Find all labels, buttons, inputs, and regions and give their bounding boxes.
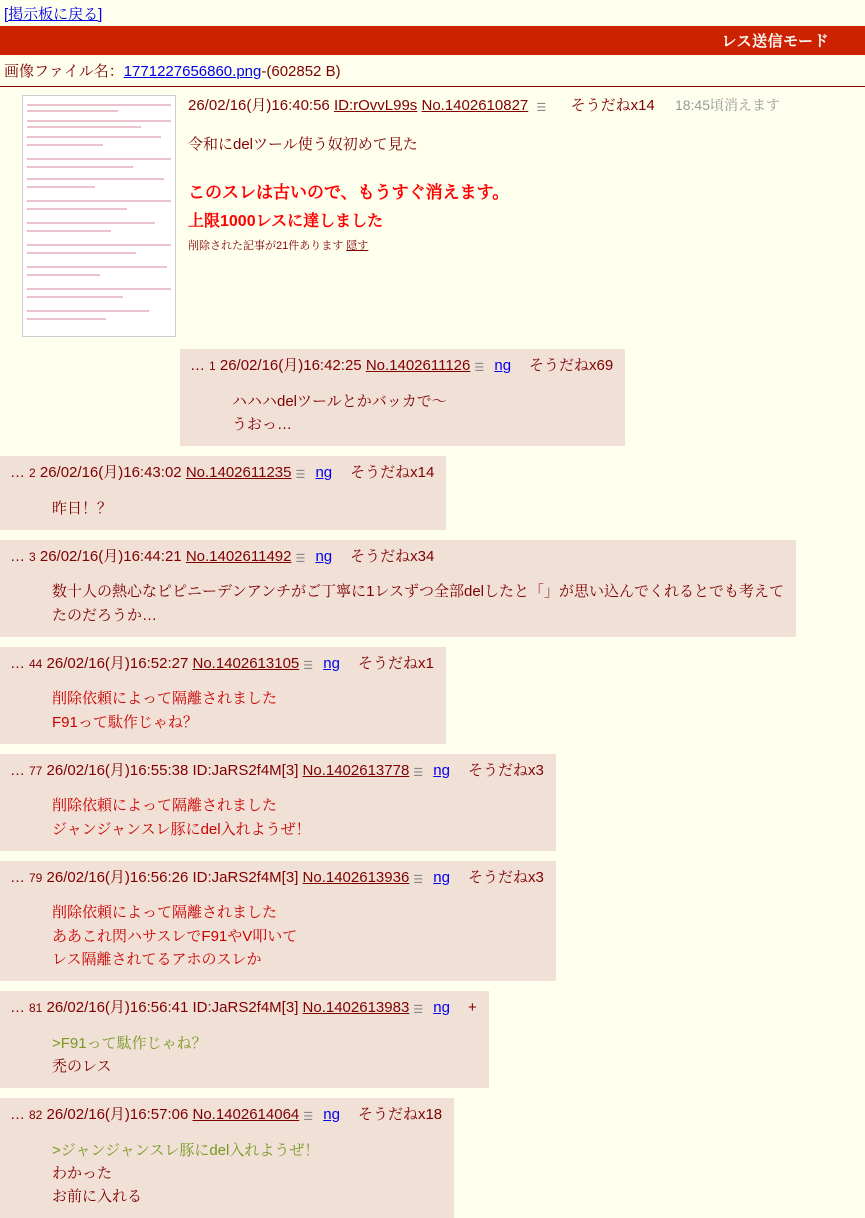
reply-ng-link[interactable]: ng [323, 1106, 340, 1123]
deleted-hide-link[interactable]: 隠す [346, 240, 369, 252]
reply-post-number[interactable]: No.1402614064 [192, 1106, 300, 1123]
reply-number-label: 79 [29, 870, 43, 885]
reply-ng-link[interactable]: ng [323, 654, 340, 672]
reply-date: 26/02/16(月)16:42:25 [219, 357, 362, 374]
reply-post [0, 446, 865, 530]
deleted-count-text: 削除された記事が21件あります [188, 240, 344, 252]
reply-box [0, 861, 556, 981]
reply-post-number[interactable]: No.1402613936 [302, 868, 410, 886]
back-to-board-link[interactable]: [掲示板に戻る] [4, 6, 103, 23]
reply-box [0, 540, 796, 637]
reply-collapse-dots[interactable]: … [190, 357, 206, 374]
hamburger-icon[interactable]: ☰ [413, 766, 424, 779]
reply-text-line: 削除依頼によって隔離されました [52, 797, 278, 815]
hamburger-icon[interactable]: ☰ [413, 1004, 424, 1016]
reply-number-label: 44 [29, 656, 43, 671]
reply-sodane-button[interactable]: そうだねx14 [350, 464, 435, 481]
reply-date: 26/02/16(月)16:56:41 [46, 999, 189, 1016]
op-header [188, 95, 865, 118]
reply-collapse-dots[interactable]: … [10, 1106, 26, 1123]
reply-sodane-button[interactable]: そうだねx69 [529, 357, 614, 374]
reply-number-label: 2 [29, 466, 36, 480]
op-text: 令和にdelツール使う奴初めて見た [188, 135, 418, 153]
reply-text-line: 削除依頼によって隔離されました [52, 904, 278, 922]
reply-id: ID:JaRS2f4M[3] [192, 761, 299, 779]
reply-date: 26/02/16(月)16:57:06 [46, 1106, 189, 1123]
reply-post [0, 981, 865, 1088]
reply-ng-link[interactable]: ng [315, 464, 333, 481]
reply-header [10, 867, 544, 890]
reply-text-line: ハハハdelツールとかバッカで～ [232, 392, 447, 410]
reply-text-line: お前に入れる [52, 1188, 143, 1205]
hamburger-icon[interactable]: ☰ [303, 1111, 314, 1123]
reply-post [0, 1088, 865, 1218]
reply-header [10, 546, 784, 569]
hamburger-icon[interactable]: ☰ [536, 102, 547, 114]
op-date: 26/02/16(月)16:40:56 [188, 97, 330, 114]
reply-text [52, 580, 784, 627]
reply-post [0, 637, 865, 744]
reply-collapse-dots[interactable]: … [10, 464, 26, 481]
reply-box [0, 991, 489, 1088]
image-file-label: 画像ファイル名： [4, 63, 124, 80]
op-id: ID:rOvvL99s [333, 97, 418, 114]
reply-text [52, 901, 544, 971]
op-number[interactable]: No.1402610827 [421, 97, 529, 114]
reply-text-line: 昨日！？ [52, 499, 113, 517]
post-mode-bar: レス送信モード [0, 26, 865, 55]
reply-ng-link[interactable]: ng [433, 761, 450, 779]
reply-text [52, 1032, 477, 1079]
op-post [0, 87, 865, 339]
reply-header [10, 760, 544, 783]
image-file-size: -(602852 B) [261, 63, 341, 80]
reply-number-label: 82 [29, 1108, 43, 1122]
reply-text-line: ジャンジャンスレ豚にdel入れようぜ！ [52, 820, 311, 838]
reply-text-line: >F91って駄作じゃね？ [52, 1034, 207, 1052]
reply-post-number[interactable]: No.1402611492 [185, 547, 292, 565]
reply-text-line: ああこれ閃ハサスレでF91やV叩いて [52, 927, 298, 945]
reply-date: 26/02/16(月)16:56:26 [46, 868, 189, 886]
image-file-line [0, 55, 865, 83]
reply-sodane-button[interactable]: + [467, 999, 477, 1016]
reply-text-line: 数十人の熱心なピピニーデンアンチがご丁寧に1レスずつ全部delしたと「」が思い込んでくれるとでも考えて [52, 583, 785, 601]
hamburger-icon[interactable]: ☰ [295, 469, 306, 481]
image-file-link[interactable]: 1771227656860.png [123, 63, 262, 80]
reply-number-label: 81 [29, 1001, 43, 1015]
reply-text-line: >ジャンジャンスレ豚にdel入れようぜ！ [52, 1141, 320, 1159]
reply-number-label: 1 [209, 359, 216, 373]
reply-sodane-button[interactable]: そうだねx3 [467, 868, 544, 886]
reply-box [180, 349, 625, 446]
reply-collapse-dots[interactable]: … [10, 761, 26, 779]
reply-text-line: 削除依頼によって隔離されました [52, 690, 278, 708]
reply-header [10, 997, 477, 1020]
op-thumbnail[interactable] [22, 95, 176, 337]
hamburger-icon[interactable]: ☰ [413, 873, 424, 886]
reply-post-number[interactable]: No.1402613778 [302, 761, 410, 779]
reply-date: 26/02/16(月)16:44:21 [39, 547, 182, 565]
op-expire-note: 18:45頃消えます [674, 97, 780, 113]
reply-text [52, 1139, 442, 1209]
reply-id: ID:JaRS2f4M[3] [192, 868, 299, 886]
reply-date: 26/02/16(月)16:55:38 [46, 761, 189, 779]
reply-post [0, 851, 865, 981]
op-sodane-button[interactable]: そうだねx14 [570, 97, 655, 114]
reply-sodane-button[interactable]: そうだねx34 [350, 547, 435, 565]
reply-sodane-button[interactable]: そうだねx18 [357, 1106, 443, 1123]
reply-text [52, 497, 434, 520]
reply-ng-link[interactable]: ng [494, 357, 512, 374]
reply-post-number[interactable]: No.1402613105 [192, 654, 300, 672]
reply-collapse-dots[interactable]: … [10, 999, 26, 1016]
reply-box [0, 1098, 454, 1218]
reply-list [0, 339, 865, 1218]
reply-sodane-button[interactable]: そうだねx1 [357, 654, 434, 672]
reply-text-line: わかった [52, 1164, 113, 1182]
reply-header [10, 653, 434, 676]
hamburger-icon[interactable]: ☰ [303, 659, 314, 672]
reply-text-line: うおっ… [232, 415, 293, 433]
thread-container [0, 87, 865, 1218]
reply-collapse-dots[interactable]: … [10, 654, 26, 672]
reply-post-number[interactable]: No.1402611235 [185, 464, 292, 481]
old-thread-warning: このスレは古いので、もうすぐ消えます。 [188, 183, 510, 202]
reply-box [0, 754, 556, 851]
reply-text-line: 禿のレス [52, 1057, 112, 1075]
reply-post-number[interactable]: No.1402611126 [365, 357, 471, 374]
reply-number-label: 77 [29, 763, 43, 778]
reply-header [10, 1104, 442, 1127]
reply-post [0, 530, 865, 637]
reply-text [52, 687, 434, 734]
reply-post [0, 744, 865, 851]
hamburger-icon[interactable]: ☰ [474, 362, 485, 374]
reply-post [0, 339, 865, 446]
limit-warning: 上限1000レスに達しました [188, 213, 384, 230]
reply-text [52, 794, 544, 841]
reply-ng-link[interactable]: ng [433, 999, 450, 1016]
reply-ng-link[interactable]: ng [315, 547, 333, 565]
reply-id: ID:JaRS2f4M[3] [192, 999, 299, 1016]
reply-header [10, 462, 434, 485]
deleted-count-note [188, 237, 865, 253]
reply-text [232, 390, 613, 437]
reply-box [0, 456, 446, 530]
reply-text-line: たのだろうか… [52, 606, 158, 624]
reply-text-line: レス隔離されてるアホのスレか [52, 950, 262, 968]
reply-header [190, 355, 613, 378]
back-to-board-link-wrap [0, 0, 865, 26]
hamburger-icon[interactable]: ☰ [295, 552, 306, 565]
op-body [188, 91, 865, 253]
reply-box [0, 647, 446, 744]
reply-date: 26/02/16(月)16:43:02 [39, 464, 182, 481]
reply-collapse-dots[interactable]: … [10, 547, 26, 565]
reply-sodane-button[interactable]: そうだねx3 [467, 761, 544, 779]
reply-collapse-dots[interactable]: … [10, 868, 26, 886]
reply-post-number[interactable]: No.1402613983 [302, 999, 410, 1016]
reply-text-line: F91って駄作じゃね？ [52, 713, 198, 731]
reply-date: 26/02/16(月)16:52:27 [46, 654, 189, 672]
reply-ng-link[interactable]: ng [433, 868, 450, 886]
reply-number-label: 3 [29, 549, 36, 564]
